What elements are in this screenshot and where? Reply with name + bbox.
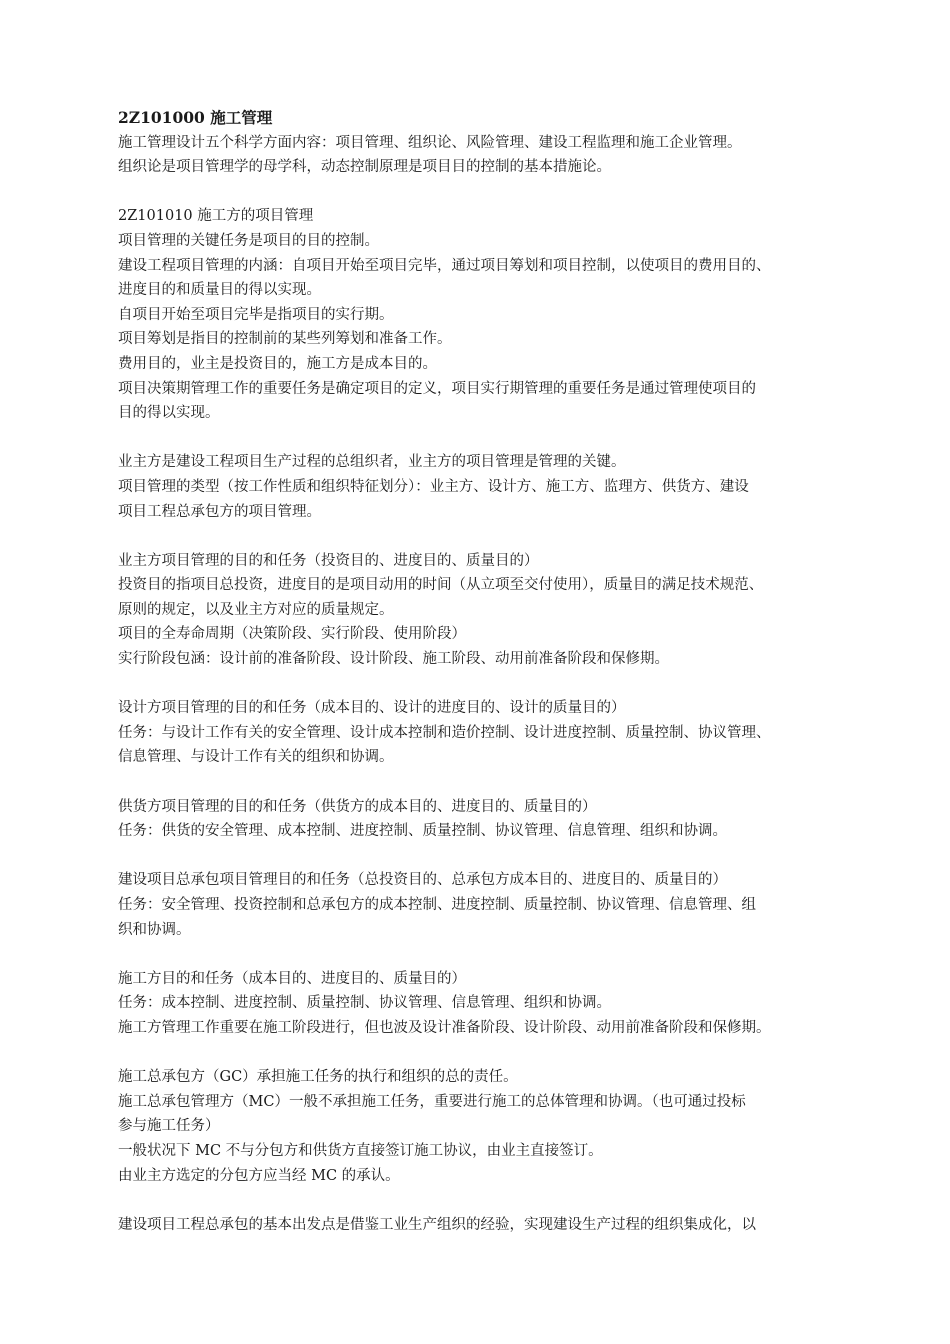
text-line: 施工管理设计五个科学方面内容：项目管理、组织论、风险管理、建设工程监理和施工企业管理。	[118, 134, 742, 151]
text-line: 进度目的和质量目的得以实现。	[118, 282, 321, 299]
text-line: 业主方项目管理的目的和任务（投资目的、进度目的、质量目的）	[118, 552, 539, 569]
text-line: 任务：安全管理、投资控制和总承包方的成本控制、进度控制、质量控制、协议管理、信息管理、组	[118, 897, 756, 913]
paragraph	[118, 795, 870, 844]
paragraph	[118, 549, 870, 672]
text-line: 项目管理的类型（按工作性质和组织特征划分）：业主方、设计方、施工方、监理方、供货方、建设	[118, 478, 749, 495]
text-line: 施工总承包方（GC）承担施工任务的执行和组织的总的责任。	[118, 1069, 518, 1086]
paragraph	[118, 450, 870, 524]
text-line: 建设工程项目管理的内涵：自项目开始至项目完毕，通过项目筹划和项目控制，以使项目的费用目的、	[118, 257, 771, 274]
text-line: 织和协调。	[118, 921, 191, 938]
paragraph-gap	[118, 942, 870, 967]
paragraph	[118, 868, 870, 942]
text-line: 业主方是建设工程项目生产过程的总组织者，业主方的项目管理是管理的关键。	[118, 454, 626, 471]
text-line: 施工方管理工作重要在施工阶段进行，但也波及设计准备阶段、设计阶段、动用前准备阶段和保修期。	[118, 1019, 771, 1036]
paragraph-gap	[118, 524, 870, 549]
text-line: 施工方目的和任务（成本目的、进度目的、质量目的）	[118, 970, 466, 987]
text-line: 施工总承包管理方（MC）一般不承担施工任务，重要进行施工的总体管理和协调。（也可通过投标	[118, 1093, 746, 1110]
paragraph	[118, 1065, 870, 1188]
text-line: 2Z101010 施工方的项目管理	[118, 208, 314, 225]
text-line: 设计方项目管理的目的和任务（成本目的、设计的进度目的、设计的质量目的）	[118, 700, 626, 717]
text-line: 项目筹划是指目的控制前的某些列筹划和准备工作。	[118, 331, 452, 348]
text-line: 项目的全寿命周期（决策阶段、实行阶段、使用阶段）	[118, 626, 466, 643]
document-page	[118, 106, 870, 1237]
text-line: 投资目的指项目总投资，进度目的是项目动用的时间（从立项至交付使用），质量目的满足技术规范、	[118, 577, 764, 594]
text-line: 由业主方选定的分包方应当经 MC 的承认。	[118, 1167, 400, 1184]
text-line: 原则的规定，以及业主方对应的质量规定。	[118, 601, 394, 618]
text-line: 参与施工任务）	[118, 1118, 220, 1135]
paragraph-gap	[118, 672, 870, 697]
text-line: 组织论是项目管理学的母学科，动态控制原理是项目目的控制的基本措施论。	[118, 159, 611, 176]
text-line: 项目管理的关键任务是项目的目的控制。	[118, 232, 379, 249]
text-line: 建设项目总承包项目管理目的和任务（总投资目的、总承包方成本目的、进度目的、质量目的）	[118, 872, 727, 889]
paragraph	[118, 696, 870, 770]
text-line: 建设项目工程总承包的基本出发点是借鉴工业生产组织的经验，实现建设生产过程的组织集成化，以	[118, 1216, 756, 1233]
paragraph-gap	[118, 180, 870, 205]
text-line: 任务：与设计工作有关的安全管理、设计成本控制和造价控制、设计进度控制、质量控制、协议管理、	[118, 724, 771, 741]
paragraph-gap	[118, 426, 870, 451]
text-line: 任务：供货的安全管理、成本控制、进度控制、质量控制、协议管理、信息管理、组织和协调。	[118, 823, 727, 840]
document-title: 2Z101000 施工管理	[118, 108, 273, 127]
paragraph	[118, 1213, 870, 1238]
text-line: 费用目的，业主是投资目的，施工方是成本目的。	[118, 355, 437, 372]
text-line: 信息管理、与设计工作有关的组织和协调。	[118, 749, 394, 766]
document-body	[118, 131, 870, 1238]
paragraph-gap	[118, 1188, 870, 1213]
paragraph-gap	[118, 844, 870, 869]
paragraph-gap	[118, 1041, 870, 1066]
text-line: 目的得以实现。	[118, 405, 220, 422]
paragraph	[118, 967, 870, 1041]
paragraph	[118, 204, 870, 425]
text-line: 项目决策期管理工作的重要任务是确定项目的定义，项目实行期管理的重要任务是通过管理使项目的	[118, 380, 756, 397]
text-line: 实行阶段包涵：设计前的准备阶段、设计阶段、施工阶段、动用前准备阶段和保修期。	[118, 651, 669, 668]
text-line: 自项目开始至项目完毕是指项目的实行期。	[118, 306, 394, 323]
paragraph-gap	[118, 770, 870, 795]
paragraph	[118, 131, 870, 180]
text-line: 项目工程总承包方的项目管理。	[118, 503, 321, 520]
text-line: 一般状况下 MC 不与分包方和供货方直接签订施工协议，由业主直接签订。	[118, 1142, 603, 1159]
text-line: 供货方项目管理的目的和任务（供货方的成本目的、进度目的、质量目的）	[118, 798, 597, 815]
text-line: 任务：成本控制、进度控制、质量控制、协议管理、信息管理、组织和协调。	[118, 995, 611, 1012]
